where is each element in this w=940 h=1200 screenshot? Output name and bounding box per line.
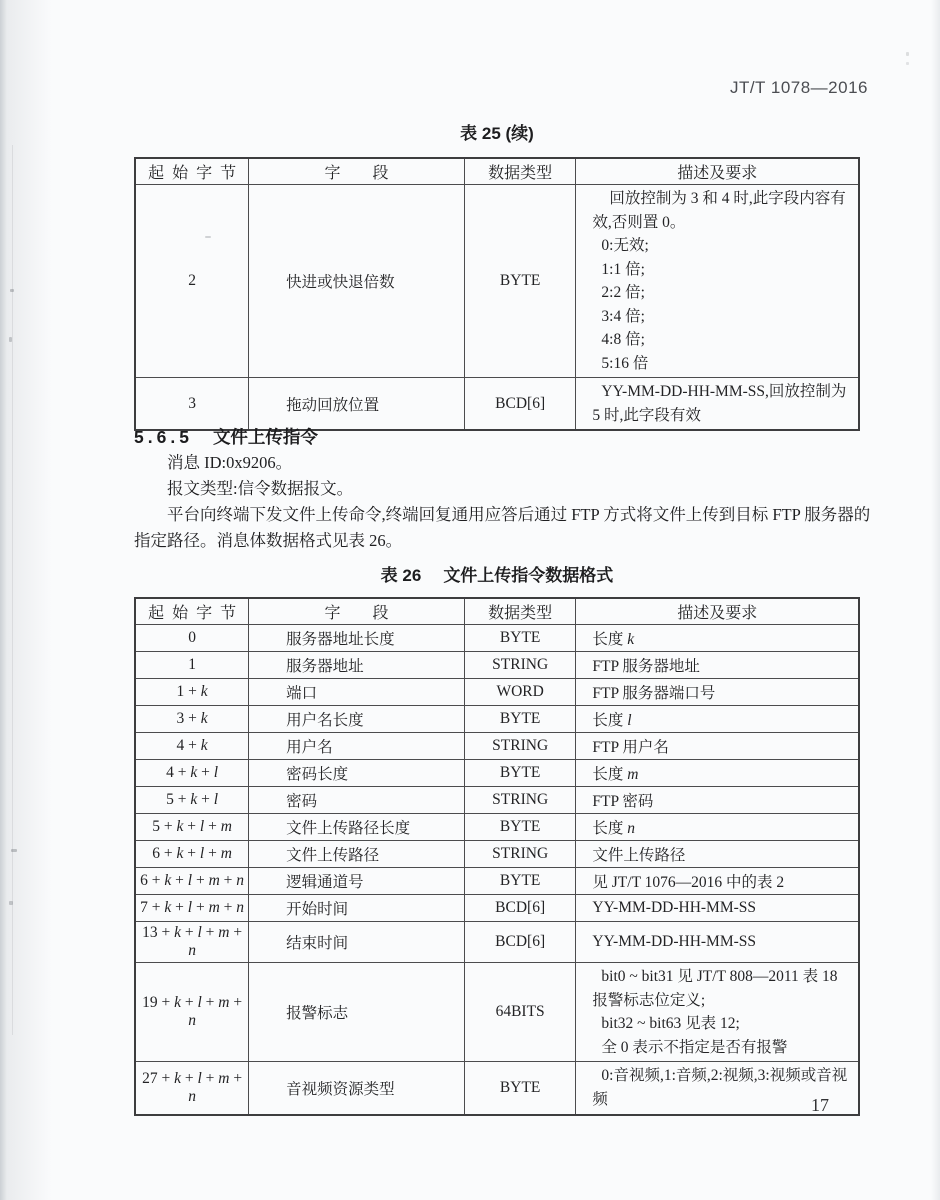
- column-header: 描述及要求: [576, 598, 859, 625]
- table-row: [135, 378, 859, 431]
- table-cell: 用户名长度: [249, 706, 465, 733]
- table-cell: BYTE: [464, 625, 575, 652]
- desc-line: 1:1 倍;: [601, 260, 645, 278]
- table-row: [135, 787, 859, 814]
- table-cell: 逻辑通道号: [249, 868, 465, 895]
- desc-line: YY-MM-DD-HH-MM-SS,回放控制为 5 时,此字段有效: [592, 383, 847, 424]
- table-cell: 服务器地址: [249, 652, 465, 679]
- table-cell: 长度 k: [576, 625, 859, 652]
- table-cell: BCD[6]: [464, 922, 575, 963]
- table-cell: 5 + k + l + m: [135, 814, 249, 841]
- table25-title: 表 25 (续): [460, 124, 534, 143]
- table-cell: 4 + k: [135, 733, 249, 760]
- table-cell: 用户名: [249, 733, 465, 760]
- table25: [134, 157, 860, 431]
- table-row: [135, 841, 859, 868]
- table-cell: [576, 185, 859, 378]
- table-26: [134, 597, 860, 1116]
- table26-title-label: 表 26: [380, 566, 422, 585]
- table-cell: FTP 服务器端口号: [576, 679, 859, 706]
- table-cell: 27 + k + l + m + n: [135, 1062, 249, 1115]
- table-cell: 2: [135, 185, 249, 378]
- table-cell: BYTE: [464, 868, 575, 895]
- table-cell: YY-MM-DD-HH-MM-SS: [576, 922, 859, 963]
- table-cell: STRING: [464, 652, 575, 679]
- desc-line: 全 0 表示不指定是否有报警: [601, 1038, 788, 1056]
- header-row: [135, 598, 859, 625]
- table-cell: 4 + k + l: [135, 760, 249, 787]
- table26-title-text: 文件上传指令数据格式: [443, 566, 614, 585]
- table-cell: 报警标志: [249, 963, 465, 1062]
- table-row: [135, 814, 859, 841]
- table-cell: BYTE: [464, 706, 575, 733]
- section-title: 文件上传指令: [212, 427, 318, 447]
- paragraph-description: 平台向终端下发文件上传命令,终端回复通用应答后通过 FTP 方式将文件上传到目标 FTP 服务器的指定路径。消息体数据格式见表 26。: [134, 505, 871, 550]
- table-row: [135, 733, 859, 760]
- table-cell: 长度 n: [576, 814, 859, 841]
- table-cell: 6 + k + l + m + n: [135, 868, 249, 895]
- table-cell: 3 + k: [135, 706, 249, 733]
- table-cell: 文件上传路径: [249, 841, 465, 868]
- table-cell: BYTE: [464, 1062, 575, 1115]
- column-header: 起 始 字 节: [135, 598, 249, 625]
- column-header: 描述及要求: [576, 158, 859, 185]
- table-cell: YY-MM-DD-HH-MM-SS: [576, 895, 859, 922]
- section-heading: [134, 424, 318, 449]
- table-row: [135, 868, 859, 895]
- scan-speck: [10, 289, 14, 292]
- table-cell: 长度 l: [576, 706, 859, 733]
- table-cell: STRING: [464, 733, 575, 760]
- table-row: [135, 706, 859, 733]
- table-cell: STRING: [464, 841, 575, 868]
- table-cell: WORD: [464, 679, 575, 706]
- table-cell: FTP 用户名: [576, 733, 859, 760]
- desc-line: bit0 ~ bit31 见 JT/T 808—2011 表 18 报警标志位定义;: [592, 968, 838, 1009]
- table-cell: BCD[6]: [464, 895, 575, 922]
- table-cell: BCD[6]: [464, 378, 575, 431]
- table-cell: 文件上传路径长度: [249, 814, 465, 841]
- table-row: [135, 625, 859, 652]
- scan-speck: [9, 337, 12, 342]
- standard-number-header: JT/T 1078—2016: [729, 78, 868, 97]
- desc-line: 0:无效;: [601, 237, 649, 254]
- table-cell: 长度 m: [576, 760, 859, 787]
- table-row: [135, 922, 859, 963]
- table26-title: [134, 561, 860, 586]
- table-cell: 0: [135, 625, 249, 652]
- table-cell: [576, 963, 859, 1062]
- table-cell: 见 JT/T 1076—2016 中的表 2: [576, 868, 859, 895]
- table-cell: BYTE: [464, 814, 575, 841]
- table-row: [135, 1062, 859, 1115]
- column-header: 数据类型: [464, 158, 575, 185]
- table-cell: 端口: [249, 679, 465, 706]
- table-row: [135, 679, 859, 706]
- table-cell: 64BITS: [464, 963, 575, 1062]
- scan-speck: [11, 849, 17, 852]
- header-row: [135, 158, 859, 185]
- desc-line: 3:4 倍;: [601, 307, 645, 325]
- desc-line: 回放控制为 3 和 4 时,此字段内容有效,否则置 0。: [592, 190, 846, 231]
- table-cell: STRING: [464, 787, 575, 814]
- table-cell: 服务器地址长度: [249, 625, 465, 652]
- table-cell: 7 + k + l + m + n: [135, 895, 249, 922]
- column-header: 起 始 字 节: [135, 158, 249, 185]
- table-row: [135, 185, 859, 378]
- table-row: [135, 760, 859, 787]
- column-header: 数据类型: [464, 598, 575, 625]
- table-cell: 1 + k: [135, 679, 249, 706]
- table-row: [135, 963, 859, 1062]
- table-cell: BYTE: [464, 760, 575, 787]
- desc-line: 5:16 倍: [601, 354, 649, 372]
- table-cell: 拖动回放位置: [249, 378, 465, 431]
- desc-line: bit32 ~ bit63 见表 12;: [601, 1015, 740, 1032]
- page-number: 17: [811, 1095, 829, 1115]
- table-cell: [576, 378, 859, 431]
- column-header: 字 段: [249, 598, 465, 625]
- table-row: [135, 652, 859, 679]
- table-25: [134, 157, 860, 431]
- paragraph-message-id: 消息 ID:0x9206。: [167, 453, 293, 472]
- table-cell: 结束时间: [249, 922, 465, 963]
- table-cell: 开始时间: [249, 895, 465, 922]
- table-cell: 13 + k + l + m + n: [135, 922, 249, 963]
- table-cell: 快进或快退倍数: [249, 185, 465, 378]
- scan-speck: [9, 901, 13, 905]
- table-cell: BYTE: [464, 185, 575, 378]
- desc-line: 0:音视频,1:音频,2:视频,3:视频或音视频: [592, 1067, 848, 1108]
- table-cell: 1: [135, 652, 249, 679]
- table-cell: FTP 密码: [576, 787, 859, 814]
- table-cell: 文件上传路径: [576, 841, 859, 868]
- table-cell: 5 + k + l: [135, 787, 249, 814]
- section-number: 5.6.5: [134, 427, 193, 447]
- table-cell: 音视频资源类型: [249, 1062, 465, 1115]
- column-header: 字 段: [249, 158, 465, 185]
- table26: [134, 597, 860, 1116]
- table-cell: 19 + k + l + m + n: [135, 963, 249, 1062]
- paragraph-message-type: 报文类型:信令数据报文。: [167, 479, 354, 498]
- table-cell: 密码长度: [249, 760, 465, 787]
- scan-speck: [906, 52, 909, 56]
- table-row: [135, 895, 859, 922]
- scan-speck: [906, 62, 909, 65]
- desc-line: 4:8 倍;: [601, 331, 645, 348]
- table-cell: 3: [135, 378, 249, 431]
- table-cell: 密码: [249, 787, 465, 814]
- desc-line: 2:2 倍;: [601, 284, 645, 301]
- body-paragraphs: [134, 450, 880, 554]
- table-cell: 6 + k + l + m: [135, 841, 249, 868]
- table-cell: FTP 服务器地址: [576, 652, 859, 679]
